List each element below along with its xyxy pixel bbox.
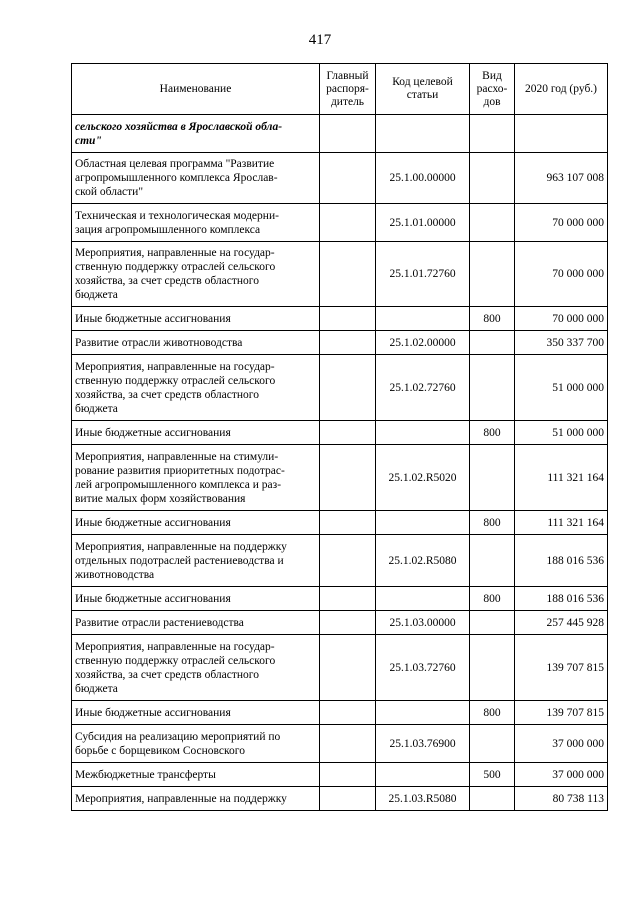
row-code-cell: 25.1.03.R5080	[376, 787, 470, 811]
table-row	[72, 421, 608, 445]
row-name-cell	[72, 635, 320, 701]
row-distributor-cell	[320, 587, 376, 611]
row-distributor-cell	[320, 511, 376, 535]
row-name-line: ственную поддержку отраслей сельского	[75, 654, 276, 667]
row-distributor-cell	[320, 331, 376, 355]
header-line: Главный	[326, 69, 369, 82]
row-name-line: хозяйства, за счет средств областного	[75, 275, 259, 287]
row-type-cell	[470, 445, 515, 511]
row-code-cell	[376, 307, 470, 331]
row-name-cell	[72, 587, 320, 611]
row-name-line: зация агропромышленного комплекса	[75, 223, 261, 236]
row-type-cell: 800	[470, 701, 515, 725]
row-distributor-cell	[320, 307, 376, 331]
table-row	[72, 115, 608, 153]
row-code-cell: 25.1.02.R5080	[376, 535, 470, 587]
row-name-cell	[72, 355, 320, 421]
row-type-cell	[470, 331, 515, 355]
row-type-cell	[470, 535, 515, 587]
row-amount-cell: 350 337 700	[515, 331, 608, 355]
row-code-cell	[376, 511, 470, 535]
row-amount-cell: 139 707 815	[515, 701, 608, 725]
row-type-cell	[470, 635, 515, 701]
header-line: распоря-	[326, 82, 369, 95]
header-line: дитель	[330, 95, 365, 108]
row-code-cell: 25.1.03.72760	[376, 635, 470, 701]
row-name-line: рование развития приоритетных подотрас-	[75, 464, 285, 477]
table-row	[72, 331, 608, 355]
row-name-line: бюджета	[75, 289, 118, 301]
table-row	[72, 725, 608, 763]
row-name-line: Мероприятия, направленные на поддержку	[75, 792, 287, 805]
row-name-line: Мероприятия, направленные на государ-	[75, 640, 275, 653]
row-amount-cell: 111 321 164	[515, 445, 608, 511]
row-code-cell: 25.1.02.R5020	[376, 445, 470, 511]
row-name-line: сти"	[75, 134, 102, 147]
row-type-cell	[470, 355, 515, 421]
table-row	[72, 635, 608, 701]
row-code-cell: 25.1.03.00000	[376, 611, 470, 635]
row-type-cell	[470, 611, 515, 635]
row-name-line: бюджета	[75, 682, 118, 695]
table-row	[72, 611, 608, 635]
header-line: (руб.)	[569, 82, 598, 95]
row-name-cell	[72, 153, 320, 204]
row-code-cell	[376, 115, 470, 153]
row-name-line: хозяйства, за счет средств областного	[75, 388, 259, 401]
row-amount-cell: 139 707 815	[515, 635, 608, 701]
row-name-line: сельского хозяйства в Ярославской обла-	[75, 120, 283, 133]
table-row	[72, 445, 608, 511]
row-name-cell	[72, 242, 320, 307]
row-name-cell	[72, 204, 320, 242]
row-name-cell	[72, 421, 320, 445]
row-name-line: Мероприятия, направленные на стимули-	[75, 450, 279, 463]
row-code-cell: 25.1.01.00000	[376, 204, 470, 242]
row-name-line: Мероприятия, направленные на государ-	[75, 247, 275, 259]
header-line: дов	[483, 95, 501, 108]
row-name-line: Развитие отрасли животноводства	[75, 336, 243, 349]
row-name-cell	[72, 725, 320, 763]
row-name-cell	[72, 611, 320, 635]
row-distributor-cell	[320, 355, 376, 421]
row-amount-cell: 188 016 536	[515, 587, 608, 611]
header-line: Вид	[482, 69, 502, 82]
row-code-cell: 25.1.01.72760	[376, 242, 470, 307]
row-code-cell: 25.1.03.76900	[376, 725, 470, 763]
table-row	[72, 763, 608, 787]
row-name-cell	[72, 763, 320, 787]
row-name-line: ственную поддержку отраслей сельского	[75, 374, 276, 387]
row-distributor-cell	[320, 242, 376, 307]
row-code-cell	[376, 763, 470, 787]
row-name-line: Иные бюджетные ассигнования	[75, 516, 231, 529]
row-distributor-cell	[320, 535, 376, 587]
row-type-cell	[470, 115, 515, 153]
row-name-line: животноводства	[75, 568, 155, 581]
row-name-line: борьбе с борщевиком Сосновского	[75, 744, 245, 757]
row-name-line: отдельных подотраслей растениеводства и	[75, 554, 284, 567]
row-name-cell	[72, 701, 320, 725]
row-name-cell	[72, 787, 320, 811]
table-row	[72, 701, 608, 725]
table-row	[72, 535, 608, 587]
row-type-cell	[470, 787, 515, 811]
row-distributor-cell	[320, 635, 376, 701]
table-header-row	[72, 64, 608, 115]
row-type-cell: 800	[470, 307, 515, 331]
row-name-line: Иные бюджетные ассигнования	[75, 426, 231, 439]
budget-table	[71, 63, 608, 811]
row-distributor-cell	[320, 763, 376, 787]
row-name-line: Техническая и технологическая модерни-	[75, 209, 279, 222]
page-number: 417	[308, 32, 332, 48]
row-distributor-cell	[320, 421, 376, 445]
row-name-cell	[72, 511, 320, 535]
row-amount-cell: 80 738 113	[515, 787, 608, 811]
row-distributor-cell	[320, 787, 376, 811]
header-line: статьи	[406, 89, 439, 101]
row-name-line: лей агропромышленного комплекса и раз-	[75, 478, 282, 491]
header-line: 2020 год	[524, 82, 567, 95]
row-name-line: Областная целевая программа "Развитие	[75, 158, 275, 170]
table-row	[72, 307, 608, 331]
row-distributor-cell	[320, 445, 376, 511]
row-amount-cell: 111 321 164	[515, 511, 608, 535]
row-name-line: Субсидия на реализацию мероприятий по	[75, 730, 281, 743]
row-distributor-cell	[320, 725, 376, 763]
row-type-cell	[470, 725, 515, 763]
row-code-cell	[376, 701, 470, 725]
header-line: Наименование	[159, 82, 232, 95]
row-name-cell	[72, 307, 320, 331]
row-type-cell: 500	[470, 763, 515, 787]
row-type-cell: 800	[470, 587, 515, 611]
row-name-line: Иные бюджетные ассигнования	[75, 706, 231, 719]
row-amount-cell	[515, 115, 608, 153]
row-name-cell	[72, 535, 320, 587]
row-name-line: Развитие отрасли растениеводства	[75, 616, 244, 629]
header-line: Код целевой	[392, 76, 453, 88]
table-row	[72, 153, 608, 204]
row-name-cell	[72, 445, 320, 511]
row-code-cell	[376, 421, 470, 445]
row-code-cell: 25.1.02.00000	[376, 331, 470, 355]
row-amount-cell: 37 000 000	[515, 725, 608, 763]
header-name	[72, 64, 320, 115]
table-row	[72, 242, 608, 307]
row-code-cell: 25.1.00.00000	[376, 153, 470, 204]
row-name-cell	[72, 331, 320, 355]
row-amount-cell: 70 000 000	[515, 242, 608, 307]
row-type-cell	[470, 242, 515, 307]
row-name-line: хозяйства, за счет средств областного	[75, 668, 259, 681]
row-code-cell: 25.1.02.72760	[376, 355, 470, 421]
row-name-line: ственную поддержку отраслей сельского	[75, 261, 276, 273]
row-distributor-cell	[320, 153, 376, 204]
row-amount-cell: 70 000 000	[515, 307, 608, 331]
row-name-line: агропромышленного комплекса Ярослав-	[75, 172, 278, 184]
row-amount-cell: 963 107 008	[515, 153, 608, 204]
row-name-cell	[72, 115, 320, 153]
row-distributor-cell	[320, 115, 376, 153]
row-code-cell	[376, 587, 470, 611]
row-type-cell: 800	[470, 421, 515, 445]
row-amount-cell: 51 000 000	[515, 421, 608, 445]
row-name-line: бюджета	[75, 402, 118, 415]
table-row	[72, 355, 608, 421]
row-amount-cell: 70 000 000	[515, 204, 608, 242]
row-amount-cell: 188 016 536	[515, 535, 608, 587]
header-distributor	[320, 64, 376, 115]
header-amount	[515, 64, 608, 115]
header-code	[376, 64, 470, 115]
header-line: расхо-	[476, 82, 508, 95]
row-type-cell: 800	[470, 511, 515, 535]
row-name-line: Мероприятия, направленные на государ-	[75, 360, 275, 373]
row-type-cell	[470, 204, 515, 242]
row-amount-cell: 257 445 928	[515, 611, 608, 635]
row-type-cell	[470, 153, 515, 204]
row-name-line: Иные бюджетные ассигнования	[75, 592, 231, 605]
table-row	[72, 587, 608, 611]
row-name-line: ской области"	[75, 186, 144, 198]
table-row	[72, 511, 608, 535]
row-distributor-cell	[320, 611, 376, 635]
row-distributor-cell	[320, 701, 376, 725]
row-amount-cell: 37 000 000	[515, 763, 608, 787]
row-name-line: Иные бюджетные ассигнования	[75, 312, 231, 325]
header-type	[470, 64, 515, 115]
row-amount-cell: 51 000 000	[515, 355, 608, 421]
row-name-line: витие малых форм хозяйствования	[75, 492, 246, 505]
row-distributor-cell	[320, 204, 376, 242]
row-name-line: Мероприятия, направленные на поддержку	[75, 540, 287, 553]
table-row	[72, 787, 608, 811]
table-body	[72, 115, 608, 811]
row-name-line: Межбюджетные трансферты	[75, 768, 216, 781]
table-row	[72, 204, 608, 242]
